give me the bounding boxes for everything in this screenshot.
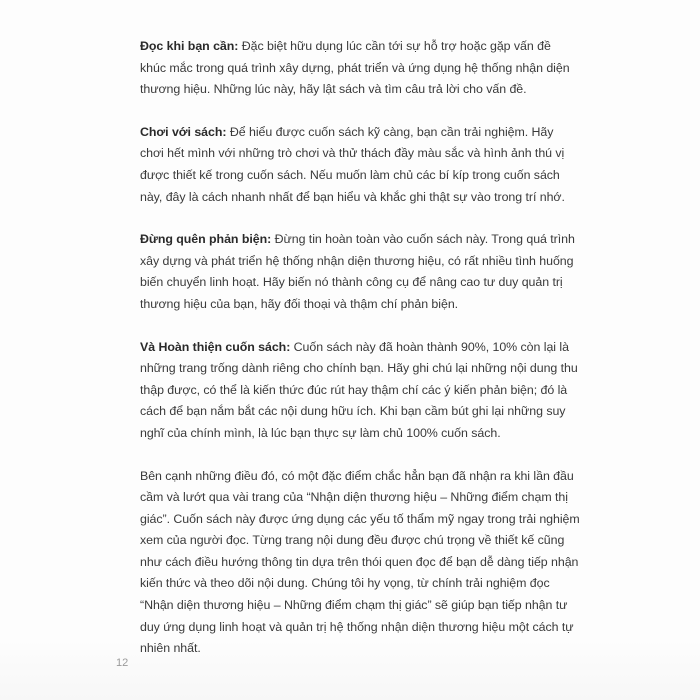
paragraph-lead: Chơi với sách: <box>140 124 227 139</box>
paragraph-text: Cuốn sách này đã hoàn thành 90%, 10% còn lại là những trang trống dành riêng cho chính bạn. Hãy ghi chú lại những nội dung thu thập được, có thể là kiến thức đúc rút hay thậm chí các ý kiến phản biện; đó là cách để bạn nắm bắt các nội dung hữu ích. Khi bạn cầm bút ghi lại những suy nghĩ của chính mình, là lúc bạn thực sự làm chủ 100% cuốn sách. <box>140 339 578 440</box>
paragraph-lead: Đừng quên phản biện: <box>140 232 272 247</box>
paragraph-text: Để hiểu được cuốn sách kỹ càng, bạn cần trải nghiệm. Hãy chơi hết mình với những trò chơi và thử thách đầy màu sắc và hình ảnh thú vị được thiết kế trong cuốn sách. Nếu muốn làm chủ các bí kíp trong cuốn sách này, đây là cách nhanh nhất để bạn hiểu và khắc ghi thật sự vào trong trí nhớ. <box>140 124 565 204</box>
paragraph-lead: Đọc khi bạn cần: <box>140 39 239 53</box>
paragraph-closing <box>140 466 580 660</box>
page-body <box>140 36 580 681</box>
paragraph-text: Đặc biệt hữu dụng lúc cần tới sự hỗ trợ hoặc gặp vấn đề khúc mắc trong quá trình xây dựng, phát triển và ứng dụng hệ thống nhận diện thương hiệu. Những lúc này, hãy lật sách và tìm câu trả lời cho vấn đề. <box>140 39 570 97</box>
page-number: 12 <box>116 657 129 669</box>
paragraph-text: Đừng tin hoàn toàn vào cuốn sách này. Trong quá trình xây dựng và phát triển hệ thống nhận diện thương hiệu, có rất nhiều tình huống biến chuyển linh hoạt. Hãy biến nó thành công cụ để nâng cao tư duy quản trị thương hiệu của bạn, hãy đối thoại và thậm chí phản biện. <box>140 232 575 311</box>
paragraph-play-with-book <box>140 122 580 208</box>
paragraph-dont-forget-criticism <box>140 229 580 315</box>
paragraph-text: Bên cạnh những điều đó, có một đặc điểm chắc hẳn bạn đã nhận ra khi lần đầu cầm và lướt qua vài trang của “Nhận diện thương hiệu – Những điểm chạm thị giác”. Cuốn sách này được ứng dụng các yếu tố thẩm mỹ ngay trong trải nghiệm xem của người đọc. Từng trang nội dung đều được chú trọng về thiết kế cũng như cách điều hướng thông tin dựa trên thói quen đọc để bạn dễ dàng tiếp nhận kiến thức và theo dõi nội dung. Chúng tôi hy vọng, từ chính trải nghiệm đọc “Nhận diện thương hiệu – Những điểm chạm thị giác” sẽ giúp bạn tiếp nhận tư duy ứng dụng linh hoạt và quản trị hệ thống nhận diện thương hiệu một cách tự nhiên nhất. <box>140 468 580 656</box>
paragraph-read-when-needed <box>140 36 580 101</box>
paragraph-lead: Và Hoàn thiện cuốn sách: <box>140 339 291 354</box>
paragraph-complete-the-book <box>140 337 580 445</box>
